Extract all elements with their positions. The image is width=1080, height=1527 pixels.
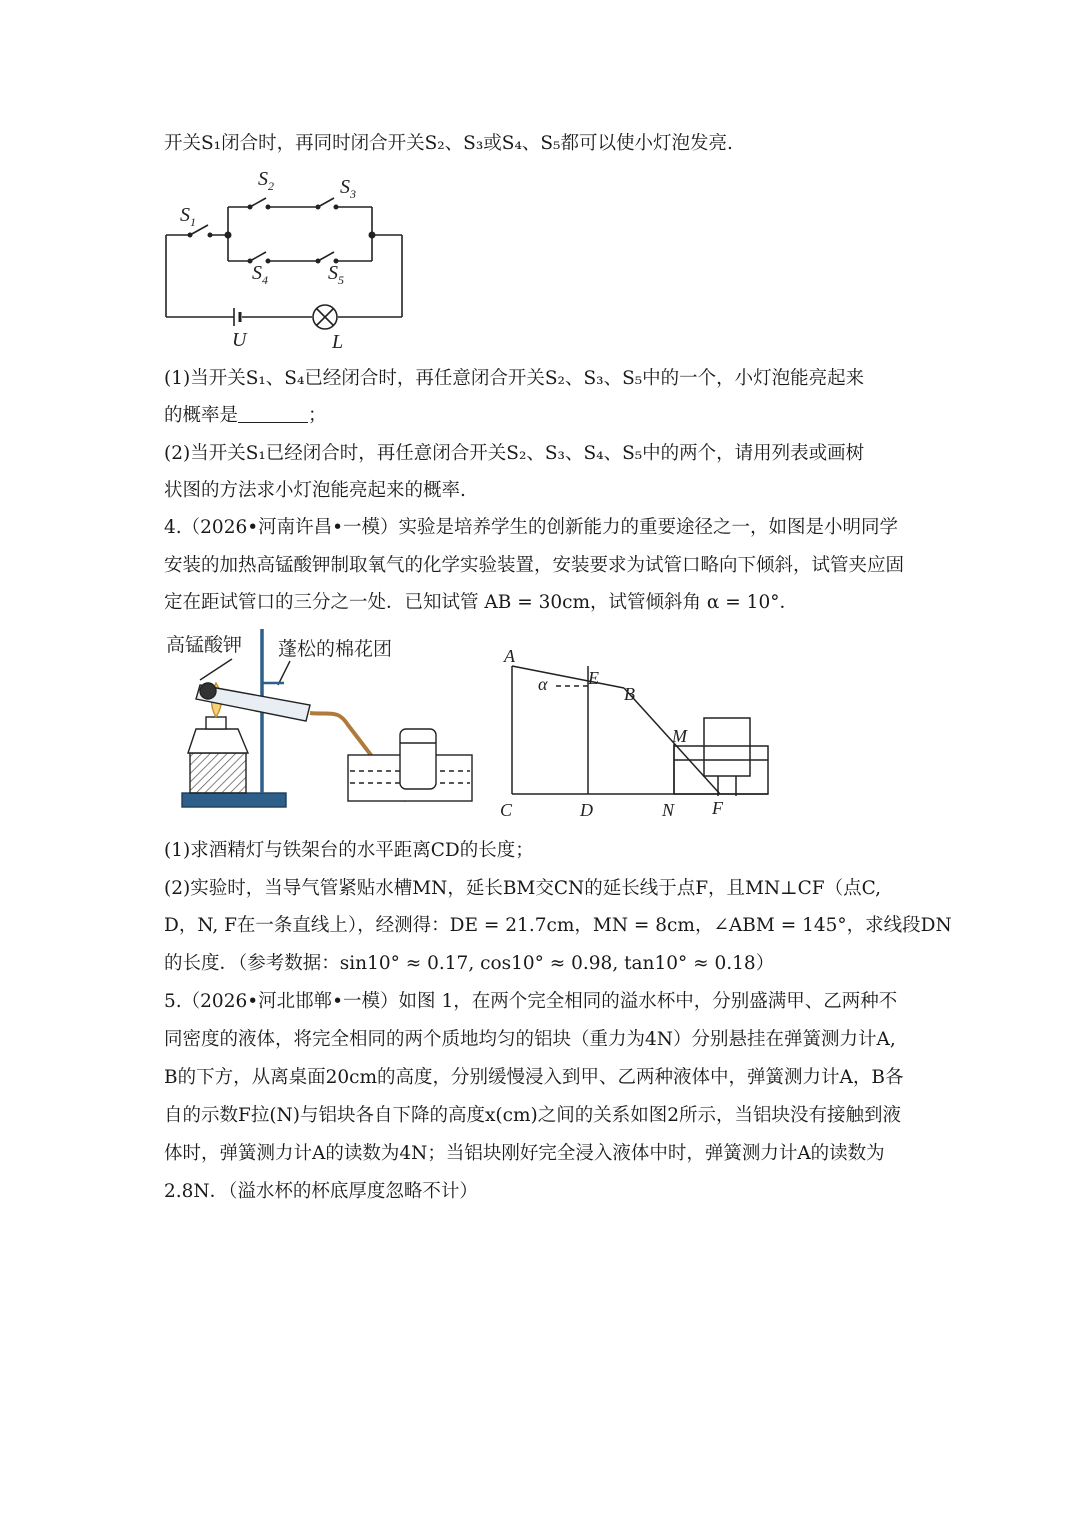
text-line: D，N, F在一条直线上），经测得：DE = 21.7cm，MN = 8cm，∠ABM = 145°，求线段DN	[164, 915, 952, 936]
s3-label: S	[340, 176, 350, 198]
point-c-label: C	[500, 800, 513, 820]
text-line: 4.（2026•河南许昌•一模）实验是培养学生的创新能力的重要途径之一，如图是小明同学	[164, 517, 899, 538]
s1-label: S	[180, 204, 190, 226]
svg-text:S2: $S_2$	[258, 168, 274, 193]
text-line: 定在距试管口的三分之一处．已知试管 AB = 30cm，试管倾斜角 α = 10°．	[164, 592, 798, 613]
text-line: 开关S₁闭合时，再同时闭合开关S₂、S₃或S₄、S₅都可以使小灯泡发亮.	[164, 133, 733, 154]
text-line: 的概率是 ；	[164, 405, 327, 426]
text-line: 的长度．（参考数据：sin10° ≈ 0.17, cos10° ≈ 0.98, tan10° ≈ 0.18）	[164, 953, 775, 974]
text-line: 体时，弹簧测力计A的读数为4N；当铝块刚好完全浸入液体中时，弹簧测力计A的读数为	[164, 1143, 885, 1164]
lab-apparatus-figure	[160, 625, 480, 820]
s4-label: S	[252, 262, 262, 284]
point-f-label: F	[712, 798, 723, 818]
point-n-label: N	[662, 800, 675, 820]
text-line: 2.8N．（溢水杯的杯底厚度忽略不计）	[164, 1181, 478, 1202]
s5-label: S	[328, 262, 338, 284]
s2-label: S	[258, 168, 268, 190]
svg-text:S3: $S_3$	[340, 176, 356, 201]
text-line: (2)实验时，当导气管紧贴水槽MN，延长BM交CN的延长线于点F，且MN⊥CF（点C,	[164, 878, 881, 899]
text-line: (1)求酒精灯与铁架台的水平距离CD的长度；	[164, 840, 534, 861]
text-line: 5.（2026•河北邯郸•一模）如图 1，在两个完全相同的溢水杯中，分别盛满甲、乙两种不	[164, 991, 898, 1012]
text-line: 安装的加热高锰酸钾制取氧气的化学实验装置，安装要求为试管口略向下倾斜，试管夹应固	[164, 555, 905, 576]
text-line: 同密度的液体，将完全相同的两个质地均匀的铝块（重力为4N）分别悬挂在弹簧测力计A,	[164, 1029, 896, 1050]
point-a-label: A	[504, 646, 515, 666]
lamp-label: L	[332, 331, 344, 353]
svg-text:S4: $S_4$	[252, 262, 268, 287]
svg-text:S1: $S_1$	[180, 204, 196, 229]
point-m-label: M	[672, 726, 687, 746]
battery-label: U	[232, 329, 247, 351]
cotton-label: 蓬松的棉花团	[278, 638, 393, 660]
text-line: 自的示数F拉(N)与铝块各自下降的高度x(cm)之间的关系如图2所示，当铝块没有接触到液	[164, 1105, 902, 1126]
answer-blank	[238, 404, 308, 423]
point-d-label: D	[580, 800, 593, 820]
text-line: (1)当开关S₁、S₄已经闭合时，再任意闭合开关S₂、S₃、S₅中的一个，小灯泡能亮起来	[164, 368, 865, 389]
kmno4-label: 高锰酸钾	[166, 634, 243, 656]
alpha-label: α	[538, 674, 548, 694]
text-line: B的下方，从离桌面20cm的高度，分别缓慢浸入到甲、乙两种液体中，弹簧测力计A，B各	[164, 1067, 904, 1088]
svg-text:S5: $S_5$	[328, 262, 344, 287]
point-e-label: E	[588, 668, 599, 688]
text-line: 状图的方法求小灯泡能亮起来的概率.	[164, 480, 466, 501]
point-b-label: B	[624, 684, 635, 704]
text-line: (2)当开关S₁已经闭合时，再任意闭合开关S₂、S₃、S₄、S₅中的两个，请用列表或画树	[164, 443, 865, 464]
circuit-diagram	[160, 165, 410, 355]
geometry-figure	[498, 648, 778, 823]
